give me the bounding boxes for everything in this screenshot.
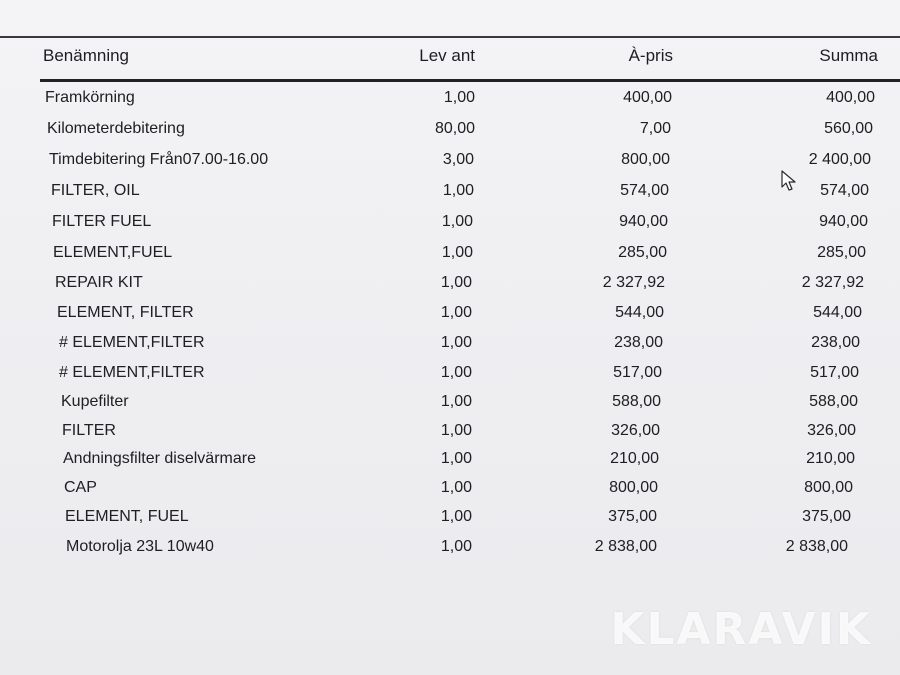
- row-price: 800,00: [621, 151, 670, 168]
- table-row: [0, 534, 900, 560]
- row-sum: 2 400,00: [808, 151, 871, 168]
- row-qty: 1,00: [442, 182, 474, 199]
- table-row: [0, 504, 900, 530]
- row-name: ELEMENT, FUEL: [65, 508, 189, 525]
- row-price: 375,00: [608, 508, 657, 525]
- row-name: FILTER: [62, 422, 116, 439]
- table-row: [0, 300, 900, 326]
- row-name: Motorolja 23L 10w40: [66, 538, 214, 555]
- row-qty: 1,00: [440, 479, 472, 496]
- row-price: 940,00: [619, 213, 668, 230]
- row-sum: 574,00: [820, 182, 869, 199]
- column-header-name: Benämning: [43, 46, 130, 65]
- row-qty: 1,00: [440, 334, 472, 351]
- table-row: [0, 475, 900, 501]
- column-header-sum: Summa: [819, 46, 878, 65]
- row-sum: 2 838,00: [785, 538, 848, 555]
- row-name: # ELEMENT,FILTER: [59, 364, 205, 381]
- row-qty: 1,00: [440, 393, 472, 410]
- row-price: 326,00: [611, 422, 660, 439]
- row-sum: 517,00: [810, 364, 859, 381]
- row-price: 800,00: [609, 479, 658, 496]
- row-name: CAP: [64, 479, 97, 496]
- row-price: 544,00: [615, 304, 664, 321]
- table-row: [0, 418, 900, 444]
- column-header-qty: Lev ant: [419, 46, 475, 65]
- table-row: [0, 360, 900, 386]
- row-sum: 544,00: [813, 304, 862, 321]
- row-sum: 375,00: [802, 508, 851, 525]
- row-sum: 238,00: [811, 334, 860, 351]
- row-price: 517,00: [613, 364, 662, 381]
- row-name: Andningsfilter diselvärmare: [63, 450, 256, 467]
- row-price: 2 838,00: [594, 538, 657, 555]
- row-qty: 1,00: [443, 89, 475, 106]
- row-qty: 1,00: [440, 538, 472, 555]
- row-sum: 940,00: [819, 213, 868, 230]
- mouse-pointer-icon: [781, 170, 797, 192]
- row-name: REPAIR KIT: [55, 274, 143, 291]
- row-qty: 80,00: [434, 120, 475, 137]
- row-price: 238,00: [614, 334, 663, 351]
- row-name: Kilometerdebitering: [47, 120, 185, 137]
- row-name: Kupefilter: [61, 393, 129, 410]
- row-price: 210,00: [610, 450, 659, 467]
- row-sum: 560,00: [824, 120, 873, 137]
- row-qty: 1,00: [440, 422, 472, 439]
- table-row: [0, 85, 900, 111]
- row-price: 285,00: [618, 244, 667, 261]
- row-name: # ELEMENT,FILTER: [59, 334, 205, 351]
- row-price: 2 327,92: [602, 274, 665, 291]
- table-row: [0, 270, 900, 296]
- column-header-price: À-pris: [628, 46, 673, 65]
- table-row: [0, 116, 900, 142]
- watermark-logo: KLARAVIK: [610, 604, 872, 655]
- table-row: [0, 330, 900, 356]
- row-qty: 3,00: [442, 151, 474, 168]
- row-sum: 400,00: [826, 89, 875, 106]
- row-name: FILTER FUEL: [52, 213, 152, 230]
- row-sum: 588,00: [809, 393, 858, 410]
- row-sum: 285,00: [817, 244, 866, 261]
- row-name: Framkörning: [45, 89, 135, 106]
- table-row: [0, 446, 900, 472]
- table-row: [0, 240, 900, 266]
- row-sum: 800,00: [804, 479, 853, 496]
- row-qty: 1,00: [440, 450, 472, 467]
- row-qty: 1,00: [440, 274, 472, 291]
- row-name: Timdebitering Från07.00-16.00: [49, 151, 269, 168]
- table-row: [0, 209, 900, 235]
- row-qty: 1,00: [440, 304, 472, 321]
- row-qty: 1,00: [441, 213, 473, 230]
- table-row: [0, 178, 900, 204]
- row-qty: 1,00: [441, 244, 473, 261]
- row-name: ELEMENT,FUEL: [53, 244, 173, 261]
- row-price: 400,00: [623, 89, 672, 106]
- row-price: 7,00: [639, 120, 671, 137]
- row-name: FILTER, OIL: [51, 182, 140, 199]
- row-sum: 210,00: [806, 450, 855, 467]
- table-row: [0, 389, 900, 415]
- row-qty: 1,00: [440, 364, 472, 381]
- row-price: 574,00: [620, 182, 669, 199]
- table-row: [0, 147, 900, 173]
- row-sum: 2 327,92: [801, 274, 864, 291]
- row-sum: 326,00: [807, 422, 856, 439]
- row-price: 588,00: [612, 393, 661, 410]
- row-qty: 1,00: [440, 508, 472, 525]
- row-name: ELEMENT, FILTER: [57, 304, 194, 321]
